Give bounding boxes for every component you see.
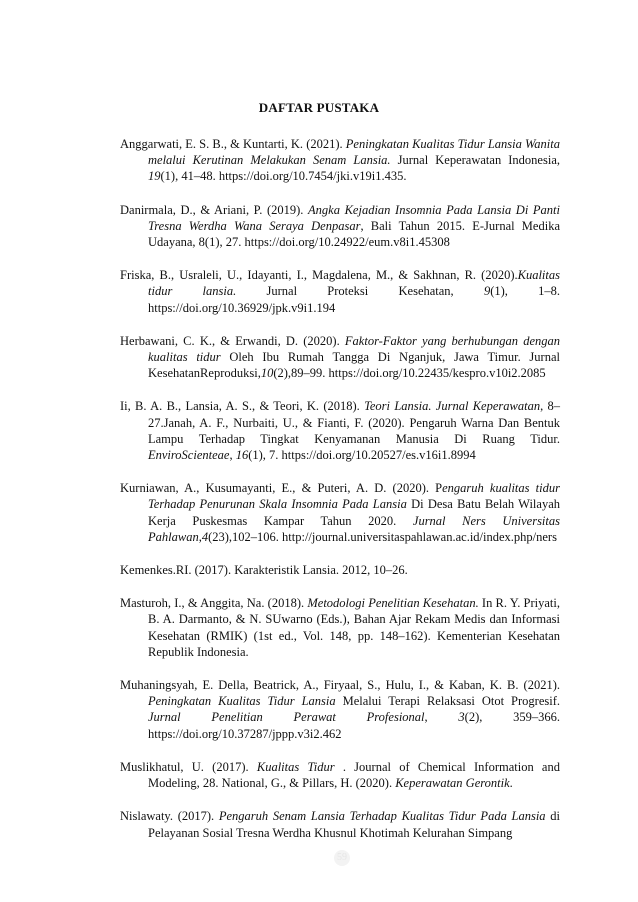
reference-text: (2), 359–366. https://doi.org/10.37287/jppp.v3i2.462: [148, 710, 560, 741]
reference-entry: [120, 398, 560, 463]
reference-text: Di Desa Batu Belah Wilayah Kerja Puskesmas Kampar Tahun 2020.: [148, 497, 560, 528]
reference-text: , Bali Tahun 2015. E-Jurnal Medika Udayana, 8(1), 27. https://doi.org/10.24922/eum.v8i1.45308: [148, 218, 560, 250]
reference-entry: [120, 136, 560, 185]
reference-text: ,: [229, 448, 236, 463]
reference-text: Friska, B., Usraleli, U., Idayanti, I., Magdalena, M., & Sakhnan, R. (2020).: [120, 268, 518, 283]
reference-text: , 8–27.Janah, A. F., Nurbaiti, U., & Fianti, F. (2020). Pengaruh Warna Dan Bentuk Lampu Terhadap Tingkat Kenyamanan Manusia Di Ruang Tidur.: [148, 399, 560, 446]
reference-text: Masturoh, I., & Anggita, Na. (2018).: [120, 596, 308, 611]
reference-text: (2),89–99. https://doi.org/10.22435/kespro.v10i2.2085: [273, 366, 546, 381]
reference-italic-text: 4: [201, 529, 209, 544]
reference-italic-text: 16: [235, 448, 249, 463]
reference-entry: [120, 333, 560, 382]
reference-entry: [120, 480, 560, 545]
reference-text: (23),102–106. http://journal.universitaspahlawan.ac.id/index.php/ners: [208, 529, 557, 544]
reference-italic-text: Jurnal Ners Universitas Pahlawan: [148, 513, 560, 544]
reference-text: ,: [198, 529, 202, 544]
reference-italic-text: Jurnal Penelitian Perawat Profesional: [148, 710, 425, 725]
reference-text: Oleh Ibu Rumah Tangga Di Nganjuk, Jawa Timur. Jurnal KesehatanReproduksi,: [148, 350, 560, 381]
page-title: DAFTAR PUSTAKA: [258, 100, 380, 115]
reference-text: di Pelayanan Sosial Tresna Werdha Khusnul Khotimah Kelurahan Simpang: [148, 809, 560, 840]
reference-italic-text: 10: [260, 366, 274, 381]
reference-italic-text: Peningkatan Kualitas Tidur Lansia: [148, 694, 336, 709]
reference-italic-text: Peningkatan Kualitas Tidur Lansia Wanita melalui Kerutinan Melakukan Senam Lansia.: [148, 137, 560, 168]
reference-text: . Journal of Chemical Information and Modeling, 28. National, G., & Pillars, H. (2020).: [148, 759, 560, 791]
reference-italic-text: Metodologi Penelitian Kesehatan.: [307, 596, 479, 611]
reference-italic-text: Teori Lansia. Jurnal Keperawatan: [364, 399, 541, 414]
reference-text: ,: [424, 710, 459, 725]
reference-text: In R. Y. Priyati, B. A. Darmanto, & N. SUwarno (Eds.), Bahan Ajar Rekam Medis dan Informasi Kesehatan (RMIK) (1st ed., Vol. 148, pp. 148–162). Kementerian Kesehatan Republik Indonesia.: [148, 596, 560, 659]
reference-text: Melalui Terapi Relaksasi Otot Progresif.: [335, 694, 560, 709]
reference-text: Muhaningsyah, E. Della, Beatrick, A., Firyaal, S., Hulu, I., & Kaban, K. B. (2021).: [120, 678, 560, 693]
reference-text: (1), 7. https://doi.org/10.20527/es.v16i1.8994: [248, 448, 476, 463]
reference-text: Jurnal Proteksi Kesehatan,: [236, 284, 484, 299]
reference-text: Muslikhatul, U. (2017).: [120, 759, 257, 774]
reference-italic-text: 9: [483, 284, 491, 299]
reference-italic-text: Keperawatan Gerontik: [395, 776, 510, 791]
reference-entry: [120, 595, 560, 660]
reference-italic-text: engaruh kualitas tidur Terhadap Penurunan Skala Insomnia Pada Lansia: [148, 481, 560, 512]
reference-text: (1), 1–8. https://doi.org/10.36929/jpk.v9i1.194: [148, 284, 561, 315]
reference-italic-text: EnviroScienteae: [148, 448, 230, 463]
reference-text: Kemenkes.RI. (2017). Karakteristik Lansia. 2012, 10–26.: [120, 563, 408, 578]
reference-italic-text: Kualitas Tidur: [256, 759, 335, 774]
reference-entry: [120, 677, 560, 742]
reference-italic-text: Faktor-Faktor yang berhubungan dengan kualitas tidur: [148, 333, 560, 365]
reference-text: Anggarwati, E. S. B., & Kuntarti, K. (2021).: [120, 137, 346, 151]
reference-italic-text: 3: [458, 710, 465, 725]
reference-entry: [120, 808, 560, 840]
reference-text: Danirmala, D., & Ariani, P. (2019).: [120, 202, 309, 217]
reference-text: Nislawaty. (2017).: [120, 809, 219, 824]
reference-entry: [120, 562, 560, 578]
reference-italic-text: 19: [148, 169, 161, 184]
reference-text: Herbawani, C. K., & Erwandi, D. (2020).: [120, 333, 345, 348]
reference-entry: [120, 202, 560, 251]
reference-text: Jurnal Keperawatan Indonesia,: [390, 153, 560, 168]
reference-italic-text: Angka Kejadian Insomnia Pada Lansia Di Panti Tresna Werdha Wana Seraya Denpasar: [148, 202, 560, 233]
page-number: 59: [334, 850, 350, 866]
reference-entry: [120, 267, 560, 316]
reference-text: Kurniawan, A., Kusumayanti, E., & Puteri, A. D. (2020). P: [120, 481, 443, 496]
reference-text: Ii, B. A. B., Lansia, A. S., & Teori, K. (2018).: [120, 399, 365, 414]
reference-text: .: [509, 776, 513, 791]
reference-italic-text: Pengaruh Senam Lansia Terhadap Kualitas Tidur Pada Lansia: [218, 809, 546, 824]
reference-entry: [120, 759, 560, 791]
reference-text: (1), 41–48. https://doi.org/10.7454/jki.v19i1.435.: [160, 169, 407, 184]
reference-list: [120, 136, 560, 858]
reference-italic-text: Kualitas tidur lansia.: [148, 268, 560, 299]
